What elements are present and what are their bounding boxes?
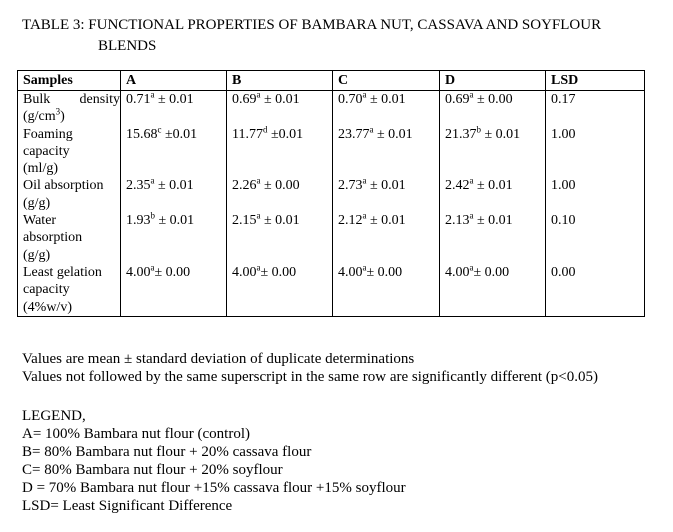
- table-title-line2: BLENDS: [98, 38, 157, 54]
- row-label: Bulk density $(g/cm^3)$: [18, 91, 121, 126]
- lsd-cell: 0.10: [546, 212, 645, 264]
- table-row: [18, 177, 645, 212]
- value-cell: 21.37$^b$ ± 0.01: [440, 126, 546, 178]
- value-cell: 0.71$^a$ ± 0.01: [121, 91, 227, 126]
- value-cell: 2.42$^a$ ± 0.01: [440, 177, 546, 212]
- value-cell: 1.93$^b$ ± 0.01: [121, 212, 227, 264]
- table-row: [18, 264, 645, 316]
- header-b: B: [227, 71, 333, 91]
- row-label: Water absorption (g/g): [18, 212, 121, 264]
- header-a: A: [121, 71, 227, 91]
- table-header-row: [18, 71, 645, 91]
- header-c: C: [333, 71, 440, 91]
- legend-item: D = 70% Bambara nut flour +15% cassava flour +15% soyflour: [22, 480, 406, 496]
- value-cell: 11.77$^d$ ±0.01: [227, 126, 333, 178]
- value-cell: 15.68$^c$ ±0.01: [121, 126, 227, 178]
- table-row: [18, 91, 645, 126]
- value-cell: 2.15$^a$ ± 0.01: [227, 212, 333, 264]
- row-label: Least gelation capacity (4%w/v): [18, 264, 121, 316]
- header-samples: Samples: [18, 71, 121, 91]
- lsd-cell: 0.17: [546, 91, 645, 126]
- lsd-cell: 1.00: [546, 177, 645, 212]
- value-cell: 2.26$^a$ ± 0.00: [227, 177, 333, 212]
- value-cell: 4.00$^a$± 0.00: [333, 264, 440, 316]
- legend-item: C= 80% Bambara nut flour + 20% soyflour: [22, 462, 283, 478]
- value-cell: 23.77$^a$ ± 0.01: [333, 126, 440, 178]
- legend: [22, 407, 406, 515]
- legend-item: A= 100% Bambara nut flour (control): [22, 426, 250, 442]
- table-title-line1: TABLE 3: FUNCTIONAL PROPERTIES OF BAMBARA NUT, CASSAVA AND SOYFLOUR: [22, 17, 602, 33]
- lsd-cell: 0.00: [546, 264, 645, 316]
- value-cell: 4.00$^a$± 0.00: [440, 264, 546, 316]
- header-d: D: [440, 71, 546, 91]
- row-label: Oil absorption (g/g): [18, 177, 121, 212]
- value-cell: 0.70$^a$ ± 0.01: [333, 91, 440, 126]
- legend-item: LSD= Least Significant Difference: [22, 498, 233, 514]
- value-cell: 0.69$^a$ ± 0.00: [440, 91, 546, 126]
- table-title: [22, 15, 672, 57]
- value-cell: 2.35$^a$ ± 0.01: [121, 177, 227, 212]
- table-row: [18, 126, 645, 178]
- row-label: Foaming capacity (ml/g): [18, 126, 121, 178]
- table-row: [18, 212, 645, 264]
- value-cell: 4.00$^a$± 0.00: [121, 264, 227, 316]
- value-cell: 4.00$^a$± 0.00: [227, 264, 333, 316]
- value-cell: 0.69$^a$ ± 0.01: [227, 91, 333, 126]
- functional-properties-table: [17, 70, 645, 317]
- note-line: Values are mean ± standard deviation of duplicate determinations: [22, 351, 415, 367]
- header-lsd: LSD: [546, 71, 645, 91]
- value-cell: 2.13$^a$ ± 0.01: [440, 212, 546, 264]
- value-cell: 2.12$^a$ ± 0.01: [333, 212, 440, 264]
- value-cell: 2.73$^a$ ± 0.01: [333, 177, 440, 212]
- note-line: Values not followed by the same superscript in the same row are significantly different (p<0.05): [22, 369, 598, 385]
- legend-heading: LEGEND,: [22, 408, 86, 424]
- legend-item: B= 80% Bambara nut flour + 20% cassava flour: [22, 444, 312, 460]
- lsd-cell: 1.00: [546, 126, 645, 178]
- table-notes: [22, 350, 672, 386]
